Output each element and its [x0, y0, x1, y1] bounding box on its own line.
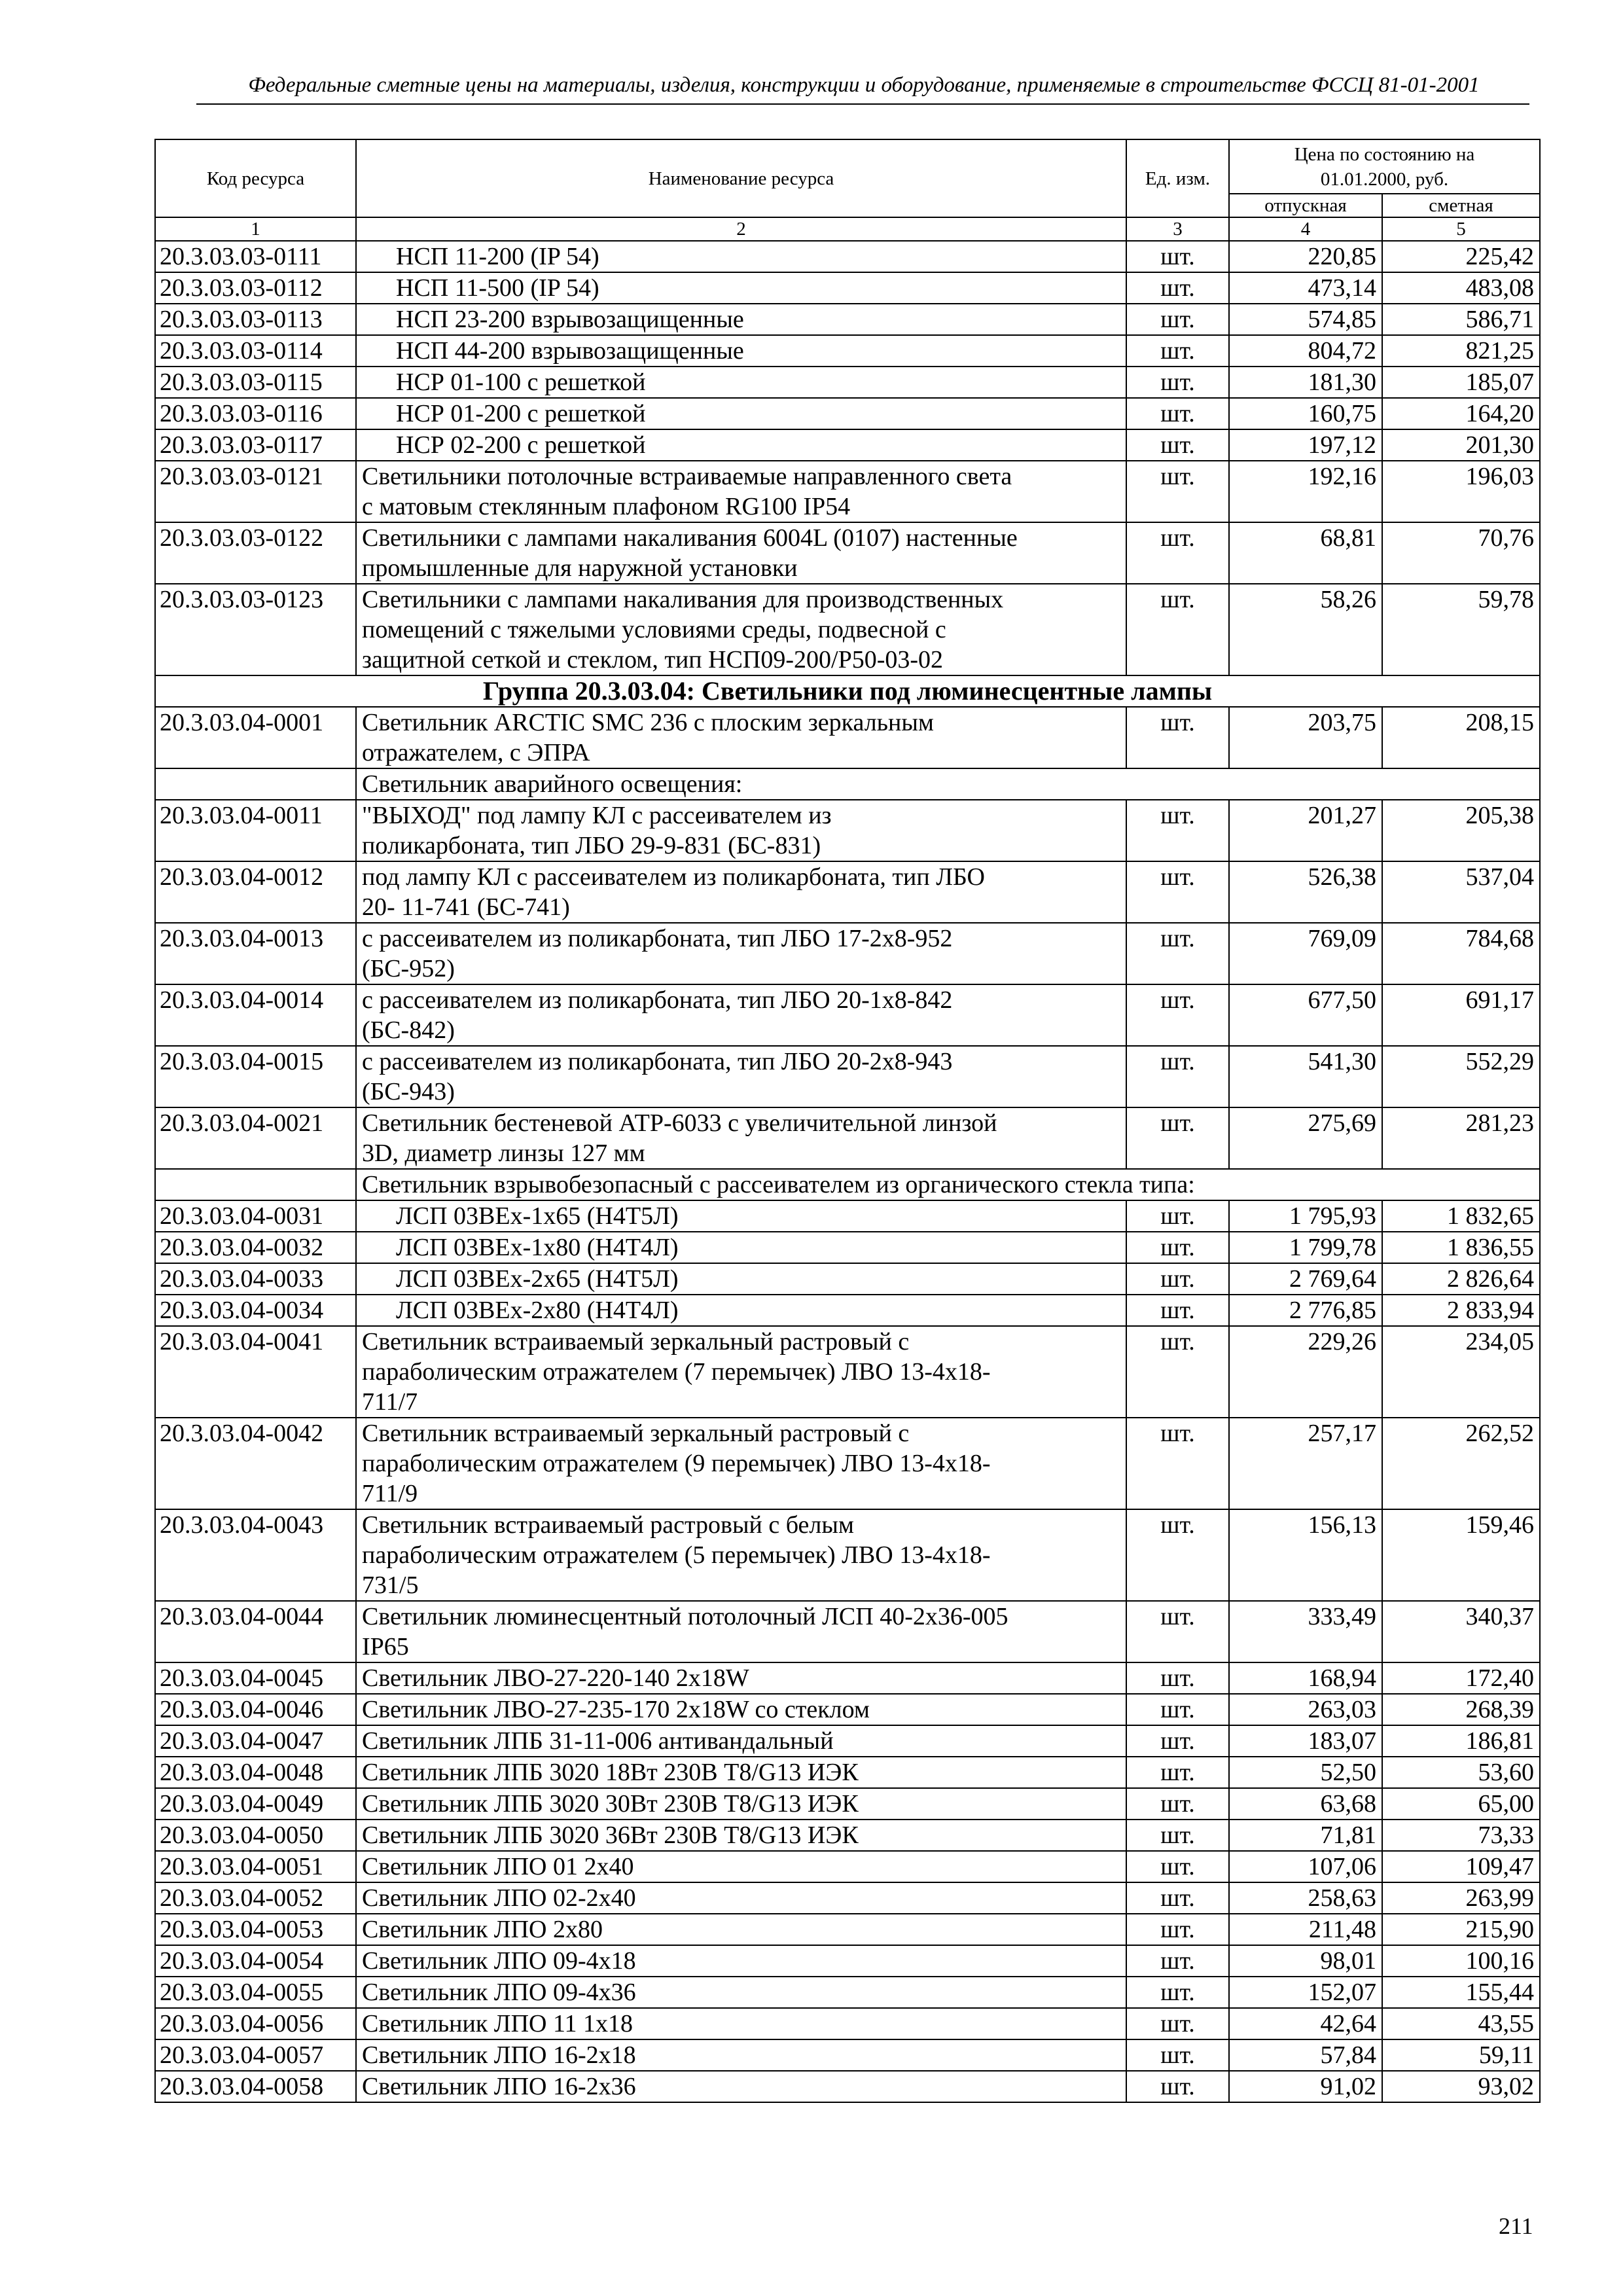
estimate-price: 691,17	[1382, 984, 1540, 1046]
table-row	[155, 429, 1540, 461]
table-row	[155, 1509, 1540, 1601]
resource-code: 20.3.03.04-0041	[155, 1326, 356, 1418]
resource-name: Светильник ЛПО 16-2х36	[356, 2071, 1126, 2102]
release-price: 168,94	[1229, 1662, 1382, 1694]
table-row	[155, 1788, 1540, 1820]
release-price: 574,85	[1229, 304, 1382, 335]
unit: шт.	[1126, 2008, 1229, 2039]
resource-code: 20.3.03.04-0001	[155, 707, 356, 768]
resource-code: 20.3.03.04-0034	[155, 1295, 356, 1326]
resource-name: Светильник ЛПБ 3020 36Вт 230В Т8/G13 ИЭК	[356, 1820, 1126, 1851]
subheader-row	[155, 1169, 1540, 1200]
release-price: 63,68	[1229, 1788, 1382, 1820]
unit: шт.	[1126, 522, 1229, 584]
resource-code: 20.3.03.04-0049	[155, 1788, 356, 1820]
unit: шт.	[1126, 335, 1229, 367]
resource-name: Светильник ЛВО-27-235-170 2х18W со стеклом	[356, 1694, 1126, 1725]
resource-name: ЛСП 03ВЕх-1х65 (Н4Т5Л)	[356, 1200, 1126, 1232]
estimate-price: 172,40	[1382, 1662, 1540, 1694]
resource-name: Светильник ЛПО 01 2х40	[356, 1851, 1126, 1882]
resource-code: 20.3.03.03-0121	[155, 461, 356, 522]
unit: шт.	[1126, 1788, 1229, 1820]
estimate-price: 1 832,65	[1382, 1200, 1540, 1232]
resource-name: НСП 23-200 взрывозащищенные	[356, 304, 1126, 335]
table-row	[155, 1914, 1540, 1945]
table-row	[155, 461, 1540, 522]
estimate-price: 208,15	[1382, 707, 1540, 768]
unit: шт.	[1126, 398, 1229, 429]
resource-name: Светильник встраиваемый зеркальный растровый с параболическим отражателем (7 перемычек) ЛВО 13-4х18- 711/7	[356, 1326, 1126, 1418]
resource-code: 20.3.03.04-0055	[155, 1977, 356, 2008]
estimate-price: 159,46	[1382, 1509, 1540, 1601]
resource-name: Светильник люминесцентный потолочный ЛСП 40-2х36-005 IP65	[356, 1601, 1126, 1662]
estimate-price: 43,55	[1382, 2008, 1540, 2039]
estimate-price: 234,05	[1382, 1326, 1540, 1418]
estimate-price: 2 826,64	[1382, 1263, 1540, 1295]
release-price: 183,07	[1229, 1725, 1382, 1757]
resource-code-empty	[155, 1169, 356, 1200]
release-price: 156,13	[1229, 1509, 1382, 1601]
resource-name: Светильник ЛВО-27-220-140 2х18W	[356, 1662, 1126, 1694]
unit: шт.	[1126, 1046, 1229, 1107]
resource-code: 20.3.03.03-0111	[155, 241, 356, 272]
estimate-price: 53,60	[1382, 1757, 1540, 1788]
release-price: 98,01	[1229, 1945, 1382, 1977]
column-number: 2	[356, 217, 1126, 241]
release-price: 473,14	[1229, 272, 1382, 304]
resource-name: НСП 11-200 (IP 54)	[356, 241, 1126, 272]
unit: шт.	[1126, 707, 1229, 768]
table-row	[155, 272, 1540, 304]
unit: шт.	[1126, 272, 1229, 304]
resource-name: Светильник ЛПО 09-4х36	[356, 1977, 1126, 2008]
table-row	[155, 367, 1540, 398]
subheader-row	[155, 768, 1540, 800]
resource-name: НСР 02-200 с решеткой	[356, 429, 1126, 461]
release-price: 220,85	[1229, 241, 1382, 272]
subheader-text: Светильник аварийного освещения:	[356, 768, 1540, 800]
resource-name: Светильник встраиваемый растровый с белым параболическим отражателем (5 перемычек) ЛВО 13-4х18- 731/5	[356, 1509, 1126, 1601]
header-code: Код ресурса	[155, 139, 356, 217]
table-row	[155, 1295, 1540, 1326]
resource-name: Светильники с лампами накаливания для производственных помещений с тяжелыми условиями среды, подвесной с защитной сеткой и стеклом, тип НСП09-200/Р50-03-02	[356, 584, 1126, 675]
estimate-price: 225,42	[1382, 241, 1540, 272]
resource-code: 20.3.03.04-0058	[155, 2071, 356, 2102]
unit: шт.	[1126, 1945, 1229, 1977]
table-row	[155, 1725, 1540, 1757]
resource-name: с рассеивателем из поликарбоната, тип ЛБО 20-1х8-842 (БС-842)	[356, 984, 1126, 1046]
resource-code: 20.3.03.03-0123	[155, 584, 356, 675]
resource-name: НСР 01-100 с решеткой	[356, 367, 1126, 398]
unit: шт.	[1126, 241, 1229, 272]
resource-name: НСР 01-200 с решеткой	[356, 398, 1126, 429]
unit: шт.	[1126, 2039, 1229, 2071]
estimate-price: 586,71	[1382, 304, 1540, 335]
resource-code-empty	[155, 768, 356, 800]
table-row	[155, 1757, 1540, 1788]
release-price: 57,84	[1229, 2039, 1382, 2071]
table-row	[155, 241, 1540, 272]
release-price: 804,72	[1229, 335, 1382, 367]
resource-name: Светильник ЛПБ 31-11-006 антивандальный	[356, 1725, 1126, 1757]
resource-name: НСП 11-500 (IP 54)	[356, 272, 1126, 304]
table-row	[155, 1882, 1540, 1914]
release-price: 52,50	[1229, 1757, 1382, 1788]
table-row	[155, 2071, 1540, 2102]
group-title: Группа 20.3.03.04: Светильники под люминесцентные лампы	[155, 675, 1540, 707]
resource-code: 20.3.03.04-0012	[155, 861, 356, 923]
table-row	[155, 398, 1540, 429]
unit: шт.	[1126, 304, 1229, 335]
column-number: 4	[1229, 217, 1382, 241]
estimate-price: 552,29	[1382, 1046, 1540, 1107]
estimate-price: 2 833,94	[1382, 1295, 1540, 1326]
resource-name: под лампу КЛ с рассеивателем из поликарбоната, тип ЛБО 20- 11-741 (БС-741)	[356, 861, 1126, 923]
header-release-price: отпускная	[1229, 194, 1382, 217]
resource-name: ЛСП 03ВЕх-2х80 (Н4Т4Л)	[356, 1295, 1126, 1326]
estimate-price: 73,33	[1382, 1820, 1540, 1851]
estimate-price: 201,30	[1382, 429, 1540, 461]
estimate-price: 215,90	[1382, 1914, 1540, 1945]
resource-code: 20.3.03.04-0014	[155, 984, 356, 1046]
unit: шт.	[1126, 1200, 1229, 1232]
table-row	[155, 335, 1540, 367]
resource-name: Светильник бестеневой АТР-6033 с увеличительной линзой 3D, диаметр линзы 127 мм	[356, 1107, 1126, 1169]
unit: шт.	[1126, 1326, 1229, 1418]
unit: шт.	[1126, 1882, 1229, 1914]
resource-name: Светильники потолочные встраиваемые направленного света с матовым стеклянным плафоном RG100 IP54	[356, 461, 1126, 522]
resource-code: 20.3.03.04-0053	[155, 1914, 356, 1945]
table-row	[155, 861, 1540, 923]
unit: шт.	[1126, 1107, 1229, 1169]
unit: шт.	[1126, 1601, 1229, 1662]
resource-name: Светильник встраиваемый зеркальный растровый с параболическим отражателем (9 перемычек) ЛВО 13-4х18- 711/9	[356, 1418, 1126, 1509]
release-price: 526,38	[1229, 861, 1382, 923]
unit: шт.	[1126, 1662, 1229, 1694]
unit: шт.	[1126, 1295, 1229, 1326]
release-price: 677,50	[1229, 984, 1382, 1046]
resource-name: Светильник ARCTIC SMC 236 с плоским зеркальным отражателем, с ЭПРА	[356, 707, 1126, 768]
resource-name: с рассеивателем из поликарбоната, тип ЛБО 17-2х8-952 (БС-952)	[356, 923, 1126, 984]
release-price: 107,06	[1229, 1851, 1382, 1882]
resource-code: 20.3.03.03-0116	[155, 398, 356, 429]
estimate-price: 59,11	[1382, 2039, 1540, 2071]
release-price: 160,75	[1229, 398, 1382, 429]
unit: шт.	[1126, 1263, 1229, 1295]
table-row	[155, 1200, 1540, 1232]
table-row	[155, 1601, 1540, 1662]
resource-code: 20.3.03.03-0115	[155, 367, 356, 398]
resource-name: Светильник ЛПО 16-2х18	[356, 2039, 1126, 2071]
running-head: Федеральные сметные цены на материалы, изделия, конструкции и оборудование, применяемые в строительстве ФССЦ 81-01-2001	[248, 73, 1480, 97]
estimate-price: 340,37	[1382, 1601, 1540, 1662]
table-row	[155, 1418, 1540, 1509]
unit: шт.	[1126, 1914, 1229, 1945]
release-price: 2 776,85	[1229, 1295, 1382, 1326]
unit: шт.	[1126, 429, 1229, 461]
unit: шт.	[1126, 1977, 1229, 2008]
resource-name: Светильник ЛПО 02-2х40	[356, 1882, 1126, 1914]
table-row	[155, 1977, 1540, 2008]
release-price: 333,49	[1229, 1601, 1382, 1662]
resource-name: Светильник ЛПБ 3020 30Вт 230В Т8/G13 ИЭК	[356, 1788, 1126, 1820]
resource-name: Светильник ЛПБ 3020 18Вт 230В Т8/G13 ИЭК	[356, 1757, 1126, 1788]
resource-code: 20.3.03.03-0114	[155, 335, 356, 367]
table-row	[155, 1107, 1540, 1169]
release-price: 257,17	[1229, 1418, 1382, 1509]
column-numbers-row	[155, 217, 1540, 241]
resource-name: с рассеивателем из поликарбоната, тип ЛБО 20-2х8-943 (БС-943)	[356, 1046, 1126, 1107]
resource-name: Светильник ЛПО 11 1х18	[356, 2008, 1126, 2039]
resource-code: 20.3.03.04-0043	[155, 1509, 356, 1601]
resource-code: 20.3.03.04-0056	[155, 2008, 356, 2039]
release-price: 769,09	[1229, 923, 1382, 984]
price-table	[154, 139, 1541, 2103]
resource-code: 20.3.03.04-0054	[155, 1945, 356, 1977]
estimate-price: 65,00	[1382, 1788, 1540, 1820]
resource-name: ЛСП 03ВЕх-1х80 (Н4Т4Л)	[356, 1232, 1126, 1263]
estimate-price: 164,20	[1382, 398, 1540, 429]
header-name: Наименование ресурса	[356, 139, 1126, 217]
resource-name: Светильник ЛПО 09-4х18	[356, 1945, 1126, 1977]
estimate-price: 155,44	[1382, 1977, 1540, 2008]
resource-code: 20.3.03.04-0021	[155, 1107, 356, 1169]
resource-code: 20.3.03.03-0112	[155, 272, 356, 304]
unit: шт.	[1126, 861, 1229, 923]
release-price: 42,64	[1229, 2008, 1382, 2039]
subheader-text: Светильник взрывобезопасный с рассеивателем из органического стекла типа:	[356, 1169, 1540, 1200]
resource-code: 20.3.03.04-0052	[155, 1882, 356, 1914]
estimate-price: 93,02	[1382, 2071, 1540, 2102]
estimate-price: 185,07	[1382, 367, 1540, 398]
unit: шт.	[1126, 1232, 1229, 1263]
column-number: 1	[155, 217, 356, 241]
unit: шт.	[1126, 584, 1229, 675]
resource-name: Светильник ЛПО 2х80	[356, 1914, 1126, 1945]
estimate-price: 109,47	[1382, 1851, 1540, 1882]
resource-code: 20.3.03.04-0057	[155, 2039, 356, 2071]
release-price: 58,26	[1229, 584, 1382, 675]
table-row	[155, 1662, 1540, 1694]
unit: шт.	[1126, 1725, 1229, 1757]
table-row	[155, 2039, 1540, 2071]
table-row	[155, 1326, 1540, 1418]
unit: шт.	[1126, 1418, 1229, 1509]
table-row	[155, 1945, 1540, 1977]
estimate-price: 70,76	[1382, 522, 1540, 584]
release-price: 91,02	[1229, 2071, 1382, 2102]
resource-name: Светильники с лампами накаливания 6004L (0107) настенные промышленные для наружной установки	[356, 522, 1126, 584]
resource-code: 20.3.03.03-0122	[155, 522, 356, 584]
unit: шт.	[1126, 1757, 1229, 1788]
table-row	[155, 1851, 1540, 1882]
table-row	[155, 1232, 1540, 1263]
group-row	[155, 675, 1540, 707]
table-row	[155, 800, 1540, 861]
resource-code: 20.3.03.04-0032	[155, 1232, 356, 1263]
release-price: 68,81	[1229, 522, 1382, 584]
page-number: 211	[1499, 2213, 1533, 2239]
release-price: 197,12	[1229, 429, 1382, 461]
release-price: 541,30	[1229, 1046, 1382, 1107]
header-price-group: Цена по состоянию на 01.01.2000, руб.	[1229, 139, 1540, 194]
release-price: 211,48	[1229, 1914, 1382, 1945]
estimate-price: 186,81	[1382, 1725, 1540, 1757]
column-number: 5	[1382, 217, 1540, 241]
release-price: 181,30	[1229, 367, 1382, 398]
release-price: 258,63	[1229, 1882, 1382, 1914]
table-row	[155, 304, 1540, 335]
estimate-price: 821,25	[1382, 335, 1540, 367]
estimate-price: 205,38	[1382, 800, 1540, 861]
estimate-price: 281,23	[1382, 1107, 1540, 1169]
resource-code: 20.3.03.03-0113	[155, 304, 356, 335]
release-price: 1 799,78	[1229, 1232, 1382, 1263]
release-price: 263,03	[1229, 1694, 1382, 1725]
header-rule	[196, 103, 1529, 105]
estimate-price: 537,04	[1382, 861, 1540, 923]
header-estimate-price: сметная	[1382, 194, 1540, 217]
release-price: 71,81	[1229, 1820, 1382, 1851]
resource-code: 20.3.03.04-0048	[155, 1757, 356, 1788]
unit: шт.	[1126, 367, 1229, 398]
table-row	[155, 1046, 1540, 1107]
unit: шт.	[1126, 461, 1229, 522]
table-row	[155, 984, 1540, 1046]
resource-code: 20.3.03.04-0015	[155, 1046, 356, 1107]
resource-code: 20.3.03.04-0031	[155, 1200, 356, 1232]
unit: шт.	[1126, 1509, 1229, 1601]
estimate-price: 59,78	[1382, 584, 1540, 675]
unit: шт.	[1126, 923, 1229, 984]
estimate-price: 784,68	[1382, 923, 1540, 984]
estimate-price: 483,08	[1382, 272, 1540, 304]
estimate-price: 263,99	[1382, 1882, 1540, 1914]
unit: шт.	[1126, 984, 1229, 1046]
table-row	[155, 1694, 1540, 1725]
header-unit: Ед. изм.	[1126, 139, 1229, 217]
unit: шт.	[1126, 1820, 1229, 1851]
table-row	[155, 923, 1540, 984]
estimate-price: 1 836,55	[1382, 1232, 1540, 1263]
unit: шт.	[1126, 2071, 1229, 2102]
resource-code: 20.3.03.04-0013	[155, 923, 356, 984]
table-row	[155, 2008, 1540, 2039]
column-number: 3	[1126, 217, 1229, 241]
resource-code: 20.3.03.04-0033	[155, 1263, 356, 1295]
table-row	[155, 584, 1540, 675]
resource-code: 20.3.03.04-0044	[155, 1601, 356, 1662]
release-price: 203,75	[1229, 707, 1382, 768]
estimate-price: 100,16	[1382, 1945, 1540, 1977]
table-row	[155, 522, 1540, 584]
unit: шт.	[1126, 800, 1229, 861]
release-price: 152,07	[1229, 1977, 1382, 2008]
release-price: 192,16	[1229, 461, 1382, 522]
resource-name: ЛСП 03ВЕх-2х65 (Н4Т5Л)	[356, 1263, 1126, 1295]
resource-code: 20.3.03.03-0117	[155, 429, 356, 461]
release-price: 229,26	[1229, 1326, 1382, 1418]
estimate-price: 268,39	[1382, 1694, 1540, 1725]
release-price: 1 795,93	[1229, 1200, 1382, 1232]
unit: шт.	[1126, 1694, 1229, 1725]
table-row	[155, 1820, 1540, 1851]
resource-name: "ВЫХОД" под лампу КЛ с рассеивателем из поликарбоната, тип ЛБО 29-9-831 (БС-831)	[356, 800, 1126, 861]
release-price: 201,27	[1229, 800, 1382, 861]
estimate-price: 196,03	[1382, 461, 1540, 522]
resource-code: 20.3.03.04-0051	[155, 1851, 356, 1882]
table-row	[155, 707, 1540, 768]
resource-code: 20.3.03.04-0011	[155, 800, 356, 861]
unit: шт.	[1126, 1851, 1229, 1882]
release-price: 275,69	[1229, 1107, 1382, 1169]
resource-name: НСП 44-200 взрывозащищенные	[356, 335, 1126, 367]
resource-code: 20.3.03.04-0046	[155, 1694, 356, 1725]
resource-code: 20.3.03.04-0045	[155, 1662, 356, 1694]
resource-code: 20.3.03.04-0042	[155, 1418, 356, 1509]
resource-code: 20.3.03.04-0050	[155, 1820, 356, 1851]
estimate-price: 262,52	[1382, 1418, 1540, 1509]
release-price: 2 769,64	[1229, 1263, 1382, 1295]
table-row	[155, 1263, 1540, 1295]
resource-code: 20.3.03.04-0047	[155, 1725, 356, 1757]
